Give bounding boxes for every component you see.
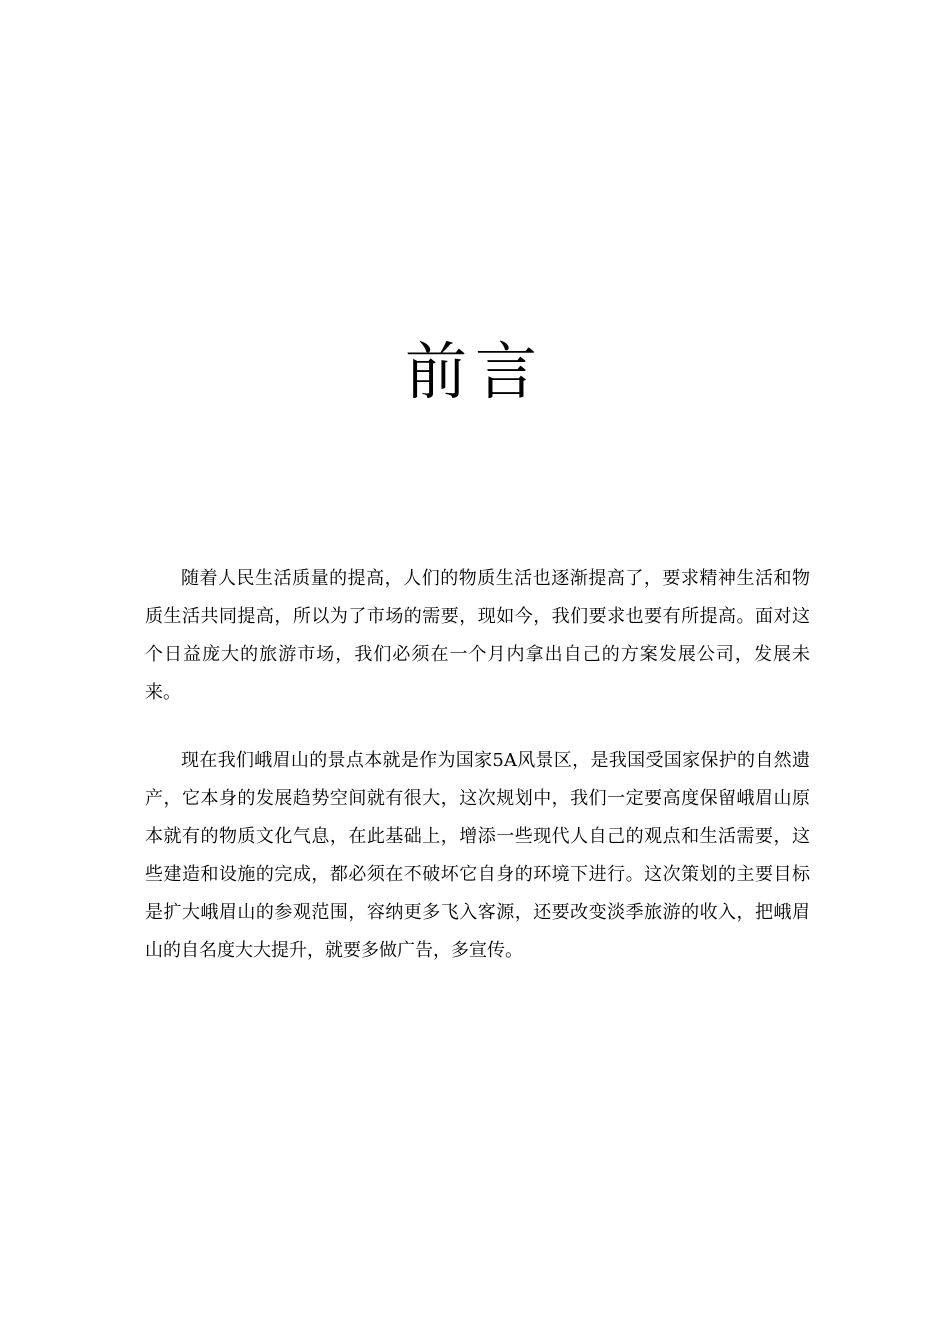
paragraph-emeishan: 现在我们峨眉山的景点本就是作为国家5A风景区，是我国受国家保护的自然遗产，它本身的发展趋势空间就有很大，这次规划中，我们一定要高度保留峨眉山原本就有的物质文化气息，在此基础上，增添一些现代人自己的观点和生活需要，这些建造和设施的完成，都必须在不破坏它自身的环境下进行。这次策划的主要目标是扩大峨眉山的参观范围，容纳更多飞入客源，还要改变淡季旅游的收入，把峨眉山的自名度大大提升，就要多做广告，多宣传。 [145,750,810,961]
page-title: 前言 [404,335,545,408]
paragraph-intro: 随着人民生活质量的提高，人们的物质生活也逐渐提高了，要求精神生活和物质生活共同提高，所以为了市场的需要，现如今，我们要求也要有所提高。面对这个日益庞大的旅游市场，我们必须在一个月内拿出自己的方案发展公司，发展未来。 [145,568,810,703]
